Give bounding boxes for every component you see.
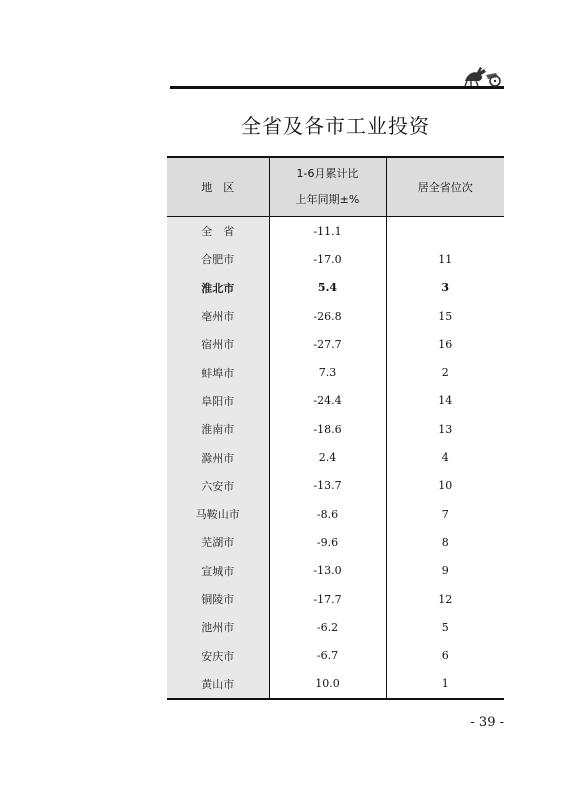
table-row [167, 358, 504, 386]
table-row [167, 302, 504, 330]
change-cell: -6.7 [269, 641, 386, 669]
header-change-line2: 上年同期±% [295, 193, 360, 206]
change-cell: 7.3 [269, 358, 386, 386]
rank-cell: 11 [438, 252, 453, 266]
table-row [167, 557, 504, 585]
horse-chariot-icon [462, 63, 504, 87]
table-row [167, 500, 504, 528]
rank-cell: 5 [441, 620, 449, 634]
region-cell: 六安市 [167, 472, 269, 500]
table-row [167, 472, 504, 500]
table-row [167, 443, 504, 471]
change-cell: -13.0 [269, 557, 386, 585]
region-cell: 安庆市 [167, 641, 269, 669]
change-cell: -8.6 [269, 500, 386, 528]
region-cell: 池州市 [167, 613, 269, 641]
change-cell: -13.7 [269, 472, 386, 500]
rank-cell: 16 [438, 337, 453, 351]
table-row [167, 670, 504, 699]
region-cell: 铜陵市 [167, 585, 269, 613]
change-cell: -17.0 [269, 245, 386, 273]
header-rule [170, 86, 504, 89]
rank-cell: 13 [438, 422, 453, 436]
region-cell: 淮北市 [167, 274, 269, 302]
table-row [167, 330, 504, 358]
region-cell: 黄山市 [167, 670, 269, 699]
region-cell: 滁州市 [167, 443, 269, 471]
rank-cell: 7 [441, 507, 449, 521]
rank-cell: 1 [386, 670, 504, 699]
rank-cell: 4 [441, 451, 449, 465]
table-row [167, 217, 504, 246]
table-row [167, 387, 504, 415]
table-row [167, 245, 504, 273]
rank-cell: 10 [438, 479, 453, 493]
change-cell: -24.4 [269, 387, 386, 415]
change-cell: -17.7 [269, 585, 386, 613]
change-cell: 10.0 [269, 670, 386, 699]
table-row [167, 415, 504, 443]
table-row [167, 613, 504, 641]
change-cell: -26.8 [269, 302, 386, 330]
rank-cell: 3 [441, 281, 450, 295]
table-row [167, 274, 504, 302]
region-cell: 合肥市 [167, 245, 269, 273]
region-cell: 宣城市 [167, 557, 269, 585]
rank-cell: 9 [441, 564, 449, 578]
region-cell: 亳州市 [167, 302, 269, 330]
rank-cell: 8 [441, 535, 449, 549]
region-cell: 马鞍山市 [167, 500, 269, 528]
region-cell: 芜湖市 [167, 528, 269, 556]
table-row [167, 528, 504, 556]
page-number: - 39 - [470, 715, 504, 730]
header-change [269, 157, 386, 217]
rank-cell: 2 [441, 366, 449, 380]
change-cell: -27.7 [269, 330, 386, 358]
table-body [167, 217, 504, 700]
investment-table [167, 156, 504, 700]
change-cell: -9.6 [269, 528, 386, 556]
region-cell: 阜阳市 [167, 387, 269, 415]
header-change-line1: 1-6月累计比 [296, 167, 359, 180]
change-cell: -18.6 [269, 415, 386, 443]
region-cell: 全 省 [167, 217, 269, 246]
change-cell: 2.4 [269, 443, 386, 471]
region-cell: 淮南市 [167, 415, 269, 443]
table-header-row [167, 157, 504, 217]
rank-cell: 6 [441, 649, 449, 663]
rank-cell [386, 217, 504, 246]
header-rank: 居全省位次 [386, 157, 504, 217]
change-cell: -11.1 [269, 217, 386, 246]
rank-cell: 14 [438, 394, 453, 408]
region-cell: 宿州市 [167, 330, 269, 358]
rank-cell: 15 [438, 309, 453, 323]
change-cell: 5.4 [269, 274, 386, 302]
page-title: 全省及各市工业投资 [241, 114, 430, 138]
header-region: 地 区 [167, 157, 269, 217]
table-row [167, 641, 504, 669]
table-row [167, 585, 504, 613]
change-cell: -6.2 [269, 613, 386, 641]
rank-cell: 12 [438, 592, 453, 606]
region-cell: 蚌埠市 [167, 358, 269, 386]
